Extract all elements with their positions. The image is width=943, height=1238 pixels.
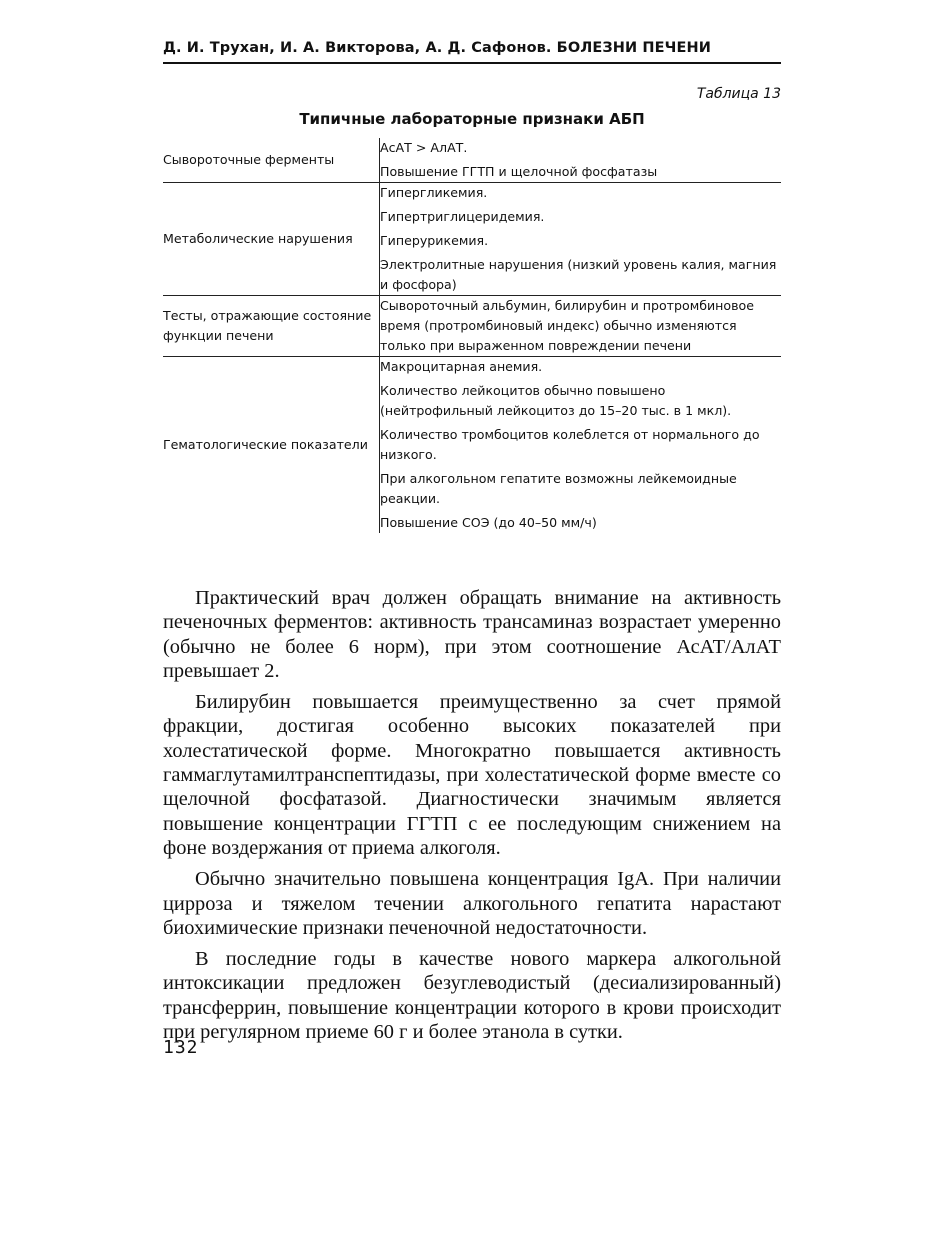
row-items [380, 183, 782, 296]
paragraph: Билирубин повышается преимущественно за счет прямой фракции, достигая особенно высоких показателей при холестатической форме. Многократно повышается активность гаммаглутамилтранспептидазы, при холестатической форме вместе со щелочной фосфатазой. Диагностически значимым является повышение концентрации ГГТП с ее последующим снижением на фоне воздержания от приема алкоголя. [163, 691, 781, 859]
table-item: Повышение СОЭ (до 40–50 мм/ч) [380, 515, 597, 530]
table-item: Количество лейкоцитов обычно повышено (нейтрофильный лейкоцитоз до 15–20 тыс. в 1 мкл). [380, 383, 732, 418]
table-row [163, 296, 781, 357]
table-item: Гипергликемия. [380, 185, 488, 200]
lab-signs-table [163, 138, 781, 533]
table-item: Количество тромбоцитов колеблется от нормального до низкого. [380, 427, 760, 462]
table-row [163, 183, 781, 296]
table-item: При алкогольном гепатите возможны лейкемоидные реакции. [380, 471, 737, 506]
table-item: АсАТ > АлАТ. [380, 140, 468, 155]
table-item: Электролитные нарушения (низкий уровень калия, магния и фосфора) [380, 257, 777, 292]
running-head: Д. И. Трухан, И. А. Викторова, А. Д. Сафонов. БОЛЕЗНИ ПЕЧЕНИ [163, 40, 711, 56]
body-text [163, 586, 781, 1051]
row-items [380, 296, 782, 357]
table-row [163, 138, 781, 183]
table-item: Гиперурикемия. [380, 233, 489, 248]
table-item: Гипертриглицеридемия. [380, 209, 545, 224]
table-item: Сывороточный альбумин, билирубин и протромбиновое время (протромбиновый индекс) обычно изменяются только при выраженном повреждении печени [380, 298, 754, 353]
table-title: Типичные лабораторные признаки АБП [299, 110, 645, 128]
row-category: Метаболические нарушения [163, 183, 380, 296]
row-items [380, 357, 782, 534]
table-item: Макроцитарная анемия. [380, 359, 543, 374]
paragraph: В последние годы в качестве нового маркера алкогольной интоксикации предложен безуглеводистый (десиализированный) трансферрин, повышение концентрации которого в крови происходит при регулярном приеме 60 г и более этанола в сутки. [163, 948, 781, 1044]
paragraph: Практический врач должен обращать внимание на активность печеночных ферментов: активность трансаминаз возрастает умеренно (обычно не более 6 норм), при этом соотношение АсАТ/АлАТ превышает 2. [163, 587, 781, 682]
table-row [163, 357, 781, 534]
row-category: Тесты, отражающие состояние функции печени [163, 296, 380, 357]
table-number: Таблица 13 [696, 86, 781, 102]
row-category: Гематологические показатели [163, 357, 380, 534]
row-category: Сывороточные ферменты [163, 152, 335, 167]
header-rule [163, 62, 781, 64]
paragraph: Обычно значительно повышена концентрация IgA. При наличии цирроза и тяжелом течении алкогольного гепатита нарастают биохимические признаки печеночной недостаточности. [163, 868, 781, 939]
table-item: Повышение ГГТП и щелочной фосфатазы [380, 164, 658, 179]
page-number: 132 [163, 1037, 199, 1058]
row-items [380, 138, 782, 183]
